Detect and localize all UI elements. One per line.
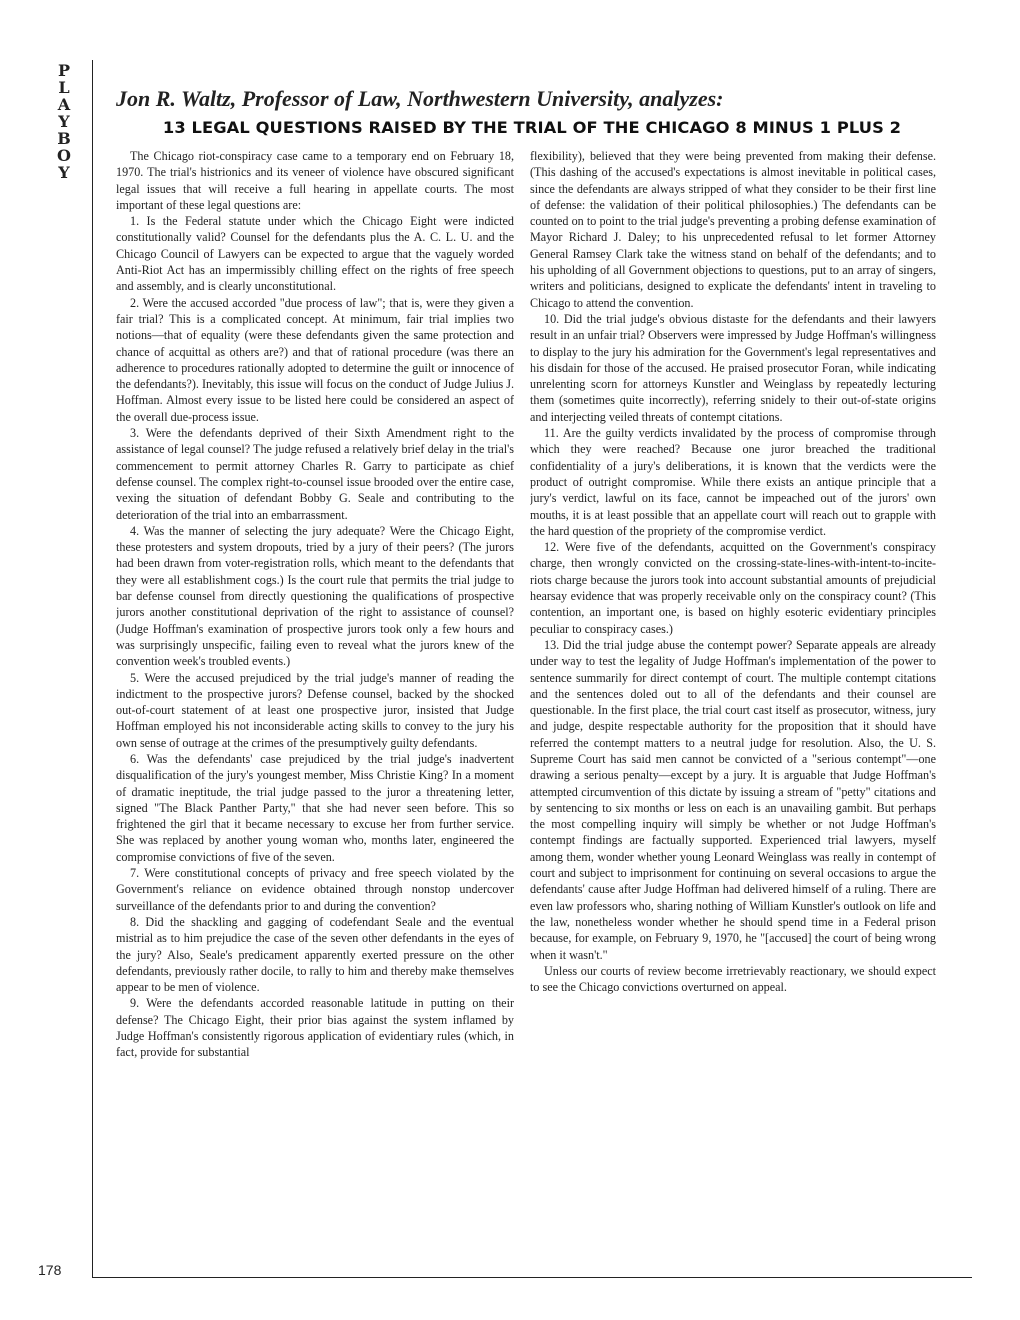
right-text-column: [530, 148, 936, 1264]
brand-letter: O: [57, 146, 71, 165]
brand-letter: P: [57, 61, 71, 80]
paragraph-question-2: 2. Were the accused accorded "due process of law"; that is, were they given a fair trial? This is a complicated concept. At minimum, fair trial implies two notions—that of equality (were these defendants given the same protection and chance of acquittal as others are?) and that of rational procedure (was there an adherence to procedures rationally adopted to determine the guilt or innocence of the defendants?). Inevitably, this issue will focus on the conduct of Judge Julius J. Hoffman. Almost every issue to be listed here could be considered an aspect of the overall due-process issue.: [116, 295, 514, 424]
paragraph-question-9-continued: flexibility), believed that they were being prevented from making their defense. (This dashing of the accused's expectations is almost inevitable in political cases, since the defendants are always stripped of what they consider to be their first line of defense: the validation of their political philosophies.) The defendants can be counted on to point to the trial judge's preventing a probing defense examination of Mayor Richard J. Daley; to his unprecedented refusal to let former Attorney General Ramsey Clark take the witness stand on behalf of the defendants; and to his upholding of all Government objections to questions, put to an array of singers, writers and politicians, designed to explicate the defendants' intent in traveling to Chicago to attend the convention.: [530, 149, 936, 310]
article-headline: 13 LEGAL QUESTIONS RAISED BY THE TRIAL OF THE CHICAGO 8 MINUS 1 PLUS 2: [162, 118, 902, 137]
paragraph-question-12: 12. Were five of the defendants, acquitted on the Government's conspiracy charge, then wrongly convicted on the crossing-state-lines-with-intent-to-incite-riots charge because the jurors took into account substantial amounts of prejudicial hearsay evidence that was properly receivable only on the conspiracy count? (This contention, an important one, is based on highly esoteric evidentiary principles peculiar to conspiracy cases.): [530, 540, 936, 636]
paragraph-conclusion: Unless our courts of review become irretrievably reactionary, we should expect to see the Chicago convictions overturned on appeal.: [530, 963, 936, 995]
paragraph-question-3: 3. Were the defendants deprived of their Sixth Amendment right to the assistance of legal counsel? The judge refused a relatively brief delay in the trial's commencement to permit attorney Charles R. Garry to participate as chief defense counsel. The complex right-to-counsel issue brooded over the entire case, vexing the situation of defendant Bobby G. Seale and contributing to the deterioration of the trial into an embarrassment.: [116, 426, 514, 522]
paragraph-question-1: 1. Is the Federal statute under which the Chicago Eight were indicted constitutionally valid? Counsel for the defendants plus the A. C. L. U. and the Chicago Council of Lawyers can be expected to argue that the vaguely worded Anti-Riot Act has an impermissibly chilling effect on the rights of free speech and assembly, and is clearly unconstitutional.: [116, 214, 514, 294]
paragraph-question-11: 11. Are the guilty verdicts invalidated by the process of compromise through which they were reached? Because one juror breached the traditional confidentiality of a jury's deliberations, it is known that the verdicts were the product of outright compromise. While there exists an antique principle that a jury's verdict, lawful on its face, cannot be impeached out of the jurors' own mouths, it is at least possible that an appellate court will reach out to grapple with the hard question of the propriety of the compromise verdict.: [530, 426, 936, 538]
page-rule-bottom: [92, 1277, 972, 1278]
paragraph-question-5: 5. Were the accused prejudiced by the trial judge's manner of reading the indictment to the prospective jurors? Defense counsel, backed by the shocked out-of-court statement of at least one prospective juror, insisted that Judge Hoffman employed his not inconsiderable acting skills to convey to the jury his own sense of outrage at the crimes of the presumptively guilty defendants.: [116, 670, 514, 750]
paragraph-question-6: 6. Was the defendants' case prejudiced by the trial judge's inadvertent disqualification of the jury's youngest member, Miss Christie King? In a moment of dramatic ineptitude, the trial judge passed to the juror a threatening letter, signed "The Black Panther Party," that she had never seen before. This so frightened the girl that it became necessary to excuse her from further service. She was replaced by another young woman who, months later, engineered the compromise convictions of five of the seven.: [116, 751, 514, 864]
brand-letter: Y: [58, 163, 70, 182]
paragraph-question-9: 9. Were the defendants accorded reasonable latitude in putting on their defense? The Chicago Eight, their prior bias against the system inflamed by Judge Hoffman's consistently rigorous application of evidentiary rules (which, in fact, provide for substantial: [116, 996, 514, 1060]
author-byline: Jon R. Waltz, Professor of Law, Northwestern University, analyzes:: [116, 86, 724, 111]
brand-letter: Y: [58, 112, 70, 131]
page-number: 178: [38, 1262, 62, 1278]
paragraph-intro: The Chicago riot-conspiracy case came to a temporary end on February 18, 1970. The trial's histrionics and its veneer of violence have obscured significant legal issues that will receive a full hearing in appellate courts. The most important of these legal questions are:: [116, 149, 514, 212]
brand-letter: A: [57, 95, 71, 114]
paragraph-question-8: 8. Did the shackling and gagging of codefendant Seale and the eventual mistrial as to him prejudice the case of the seven other defendants in the eyes of the jury? Also, Seale's predicament apparently exerted pressure on the other defendants, previously rather docile, to rally to him and thereby make themselves appear to be men of violence.: [116, 914, 514, 995]
paragraph-question-4: 4. Was the manner of selecting the jury adequate? Were the Chicago Eight, these protesters and system dropouts, tried by a jury of their peers? (The jurors had been drawn from voter-registration rolls, which meant to the defendants that they were all establishment cogs.) Is the court rule that permits the trial judge to bar defense counsel from directly questioning the qualifications of prospective jurors another constitutional deprivation of the right to assistance of counsel? (Judge Hoffman's examination of prospective jurors took only a few hours and was surprisingly unspecific, failing even to reveal what the jurors knew of the convention week's troubled events.): [116, 523, 514, 669]
brand-letter: L: [58, 78, 70, 97]
page-rule-vertical: [92, 60, 93, 1278]
paragraph-question-10: 10. Did the trial judge's obvious distaste for the defendants and their lawyers result in an unfair trial? Observers were impressed by Judge Hoffman's willingness to display to the jury his admiration for the Government's legal representatives and his disdain for those of the accused. He praised prosecutor Foran, while indicating unrelenting scorn for attorneys Kunstler and Weinglass by repeatedly lecturing them (sometimes quite incorrectly), referring snidely to their out-of-state origins and interjecting veiled threats of contempt citations.: [530, 311, 936, 424]
brand-letter: B: [57, 129, 71, 148]
magazine-brand-vertical: [52, 62, 76, 181]
left-text-column: [116, 148, 514, 1264]
paragraph-question-13: 13. Did the trial judge abuse the contempt power? Separate appeals are already under way to test the legality of Judge Hoffman's implementation of the power to sentence summarily for direct contempt of court. The multiple contempt citations and the sentences doled out to all of the defendants and their counsel are questionable. In the first place, the trial court cast itself as prosecutor, witness, jury and judge, despite respectable authority for the proposition that it should have referred the contempt matters to a neutral judge for resolution. Also, the U. S. Supreme Court has said men cannot be convicted of a "serious contempt"—one drawing a serious penalty—except by a jury. It is arguable that Judge Hoffman's attempted circumvention of this dictate by issuing a stream of "petty" citations and by sentencing to six months or less on each is an unavailing gambit. But perhaps the most compelling inquiry will simply be whether or not Judge Hoffman's contempt findings are factually supported. Experienced trial lawyers, myself among them, wonder whether young Leonard Weinglass was really in contempt of court and subject to imprisonment for continuing on several occasions to argue the defendants' cause after Judge Hoffman had delivered himself of a ruling. There are even law professors who, sharing nothing of William Kunstler's outlook on life and the law, nonetheless wonder whether he should spend time in a Federal prison because, for example, on February 9, 1970, he "[accused] the court of being wrong when it wasn't.": [530, 637, 936, 962]
paragraph-question-7: 7. Were constitutional concepts of privacy and free speech violated by the Government's reliance on evidence obtained through nonstop undercover surveillance of the defendants prior to and during the convention?: [116, 866, 514, 913]
